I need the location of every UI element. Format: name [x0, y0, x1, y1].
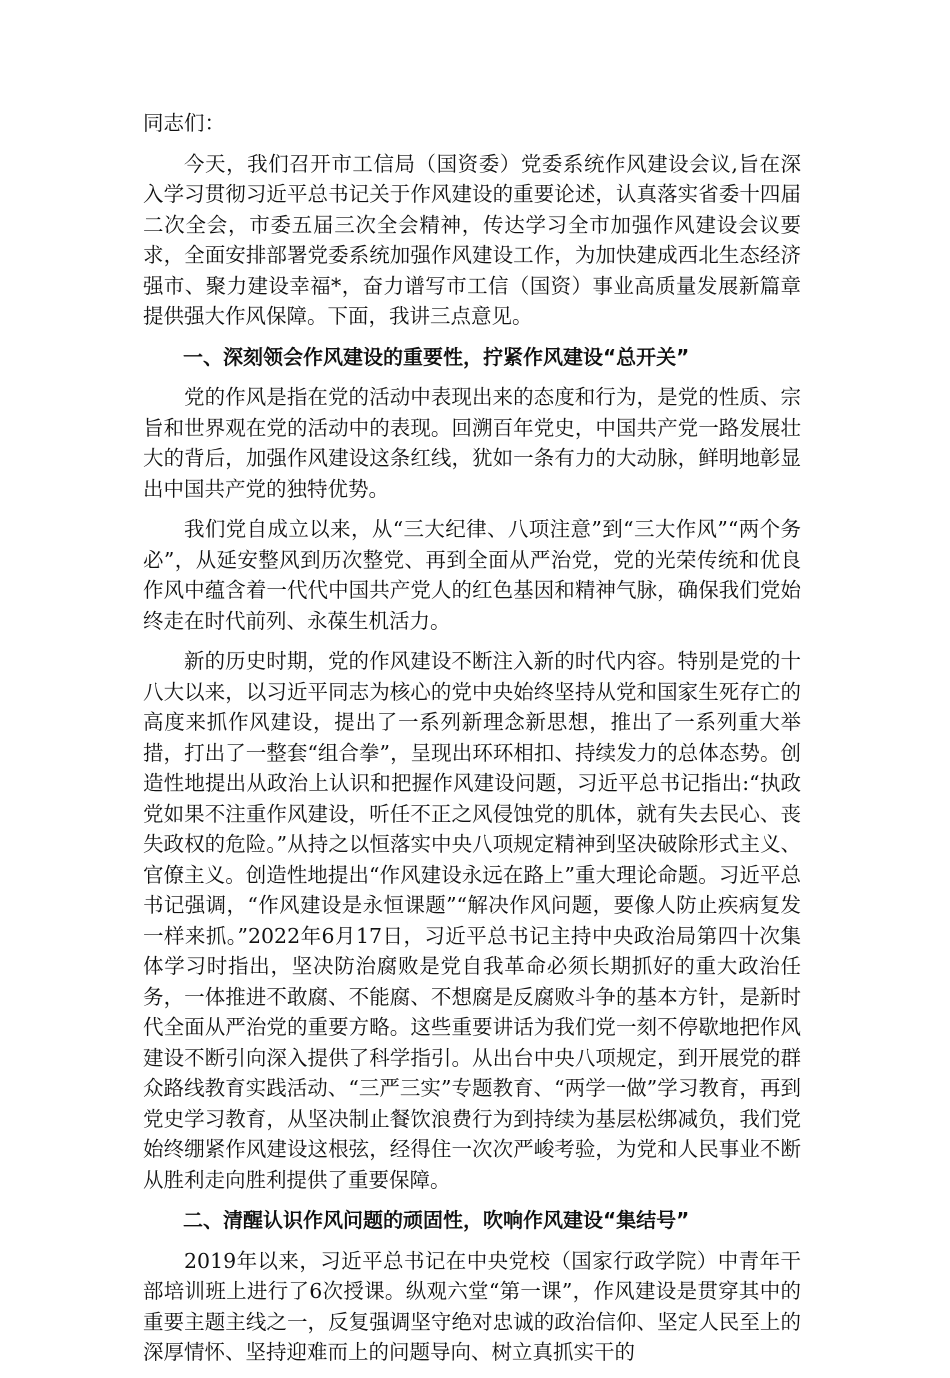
- section-1-paragraph-1: 党的作风是指在党的活动中表现出来的态度和行为，是党的性质、宗旨和世界观在党的活动中的表现。回溯百年党史，中国共产党一路发展壮大的背后，加强作风建设这条红线，犹如一条有力的大动脉，鲜明地彰显出中国共产党的独特优势。: [143, 385, 801, 501]
- salutation: 同志们：: [143, 111, 225, 135]
- document-page: [143, 108, 801, 1378]
- intro-paragraph: 今天，我们召开市工信局（国资委）党委系统作风建设会议,旨在深入学习贯彻习近平总书记关于作风建设的重要论述，认真落实省委十四届二次全会，市委五届三次全会精神，传达学习全市加强作风建设会议要求，全面安排部署党委系统加强作风建设工作，为加快建成西北生态经济强市、聚力建设幸福*，奋力谱写市工信（国资）事业高质量发展新篇章提供强大作风保障。下面，我讲三点意见。: [143, 151, 801, 328]
- section-1-paragraph-2: 我们党自成立以来，从“三大纪律、八项注意”到“三大作风”“两个务必”，从延安整风到历次整党、再到全面从严治党，党的光荣传统和优良作风中蕴含着一代代中国共产党人的红色基因和精神气脉，确保我们党始终走在时代前列、永葆生机活力。: [143, 517, 801, 633]
- section-2-paragraph-1: 2019年以来，习近平总书记在中央党校（国家行政学院）中青年干部培训班上进行了6次授课。纵观六堂“第一课”，作风建设是贯穿其中的重要主题主线之一，反复强调坚守绝对忠诚的政治信仰、坚定人民至上的深厚情怀、坚持迎难而上的问题导向、树立真抓实干的: [143, 1248, 801, 1364]
- section-1-paragraph-3: 新的历史时期，党的作风建设不断注入新的时代内容。特别是党的十八大以来，以习近平同志为核心的党中央始终坚持从党和国家生死存亡的高度来抓作风建设，提出了一系列新理念新思想，推出了一系列重大举措，打出了一整套“组合拳”，呈现出环环相扣、持续发力的总体态势。创造性地提出从政治上认识和把握作风建设问题，习近平总书记指出:“执政党如果不注重作风建设，听任不正之风侵蚀党的肌体，就有失去民心、丧失政权的危险。”从持之以恒落实中央八项规定精神到坚决破除形式主义、官僚主义。创造性地提出“作风建设永远在路上”重大理论命题。习近平总书记强调，“作风建设是永恒课题”“解决作风问题，要像人防止疾病复发一样来抓。”2022年6月17日，习近平总书记主持中央政治局第四十次集体学习时指出，坚决防治腐败是党自我革命必须长期抓好的重大政治任务，一体推进不敢腐、不能腐、不想腐是反腐败斗争的基本方针，是新时代全面从严治党的重要方略。这些重要讲话为我们党一刻不停歇地把作风建设不断引向深入提供了科学指引。从出台中央八项规定，到开展党的群众路线教育实践活动、“三严三实”专题教育、“两学一做”学习教育，再到党史学习教育，从坚决制止餐饮浪费行为到持续为基层松绑减负，我们党始终绷紧作风建设这根弦，经得住一次次严峻考验，为党和人民事业不断从胜利走向胜利提供了重要保障。: [143, 649, 801, 1192]
- section-1-heading: 一、深刻领会作风建设的重要性，拧紧作风建设“总开关”: [183, 344, 690, 369]
- section-2-heading: 二、清醒认识作风问题的顽固性，吹响作风建设“集结号”: [183, 1208, 690, 1232]
